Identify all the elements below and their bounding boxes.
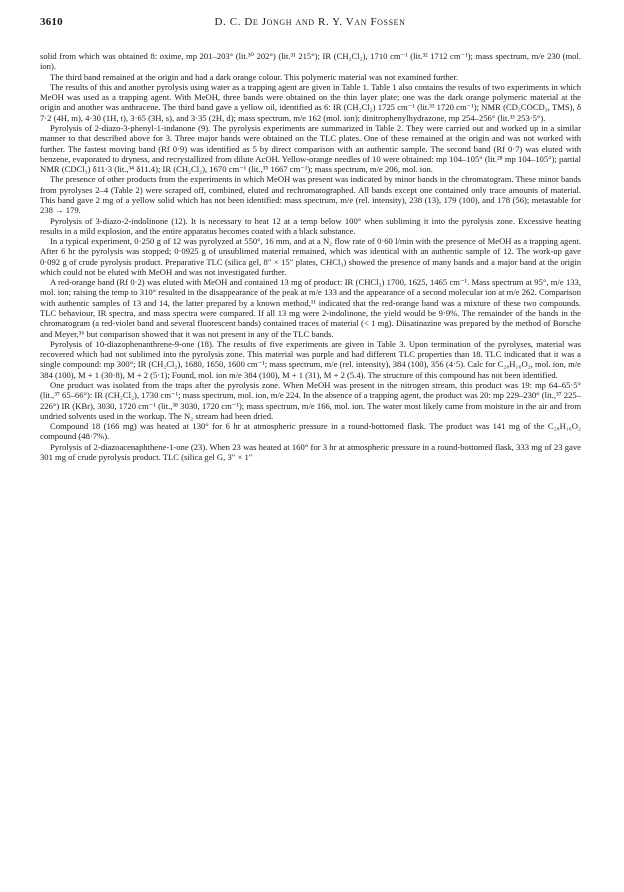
paragraph: The results of this and another pyrolysis using water as a trapping agent are given in Table 1. Table 1 also contains the results of two experiments in which MeOH was used as a trapping agent. With MeOH, three bands were obtained on the thin layer plate; one was the dark orange polymeric material at the origin and another was anthracene. The third band gave a yellow oil, identified as 6: IR (CH₂Cl₂) 1725 cm⁻¹ (lit.³³ 1720 cm⁻¹); NMR (CD₃COCD₃, TMS), δ 7·2 (4H, m), 4·30 (1H, t), 3·65 (3H, s), and 3·35 (2H, d); mass spectrum, m/e 162 (mol. ion); dinitrophenylhydrazone, mp 254–256° (lit.³³ 253·5°). — [40, 81, 581, 123]
running-head: D. C. De Jongh and R. Y. Van Fossen — [214, 16, 406, 28]
page-number: 3610 — [40, 16, 63, 28]
paragraph: Pyrolysis of 10-diazophenanthrene-9-one (18). The results of five experiments are given in Table 3. Upon termination of the pyrolyses, material was recovered which had not sublimed into the pyrolysis zone. This material was purple and had different TLC properties than 18. TLC indicated that it was a single compound: mp 300°; IR (CH₂Cl₂), 1680, 1650, 1600 cm⁻¹; mass spectrum, m/e (rel. intensity), 384 (100), 356 (4·5). Calc for C₂₈H₁₆O₂, mol. ion, m/e 384 (100), M + 1 (30·8), M + 2 (5·1); Found, mol. ion m/e 384 (100), M + 1 (31), M + 2 (5.4). The structure of this compound has not been identified. — [40, 338, 581, 380]
paragraph: Pyrolysis of 2-diazo-3-phenyl-1-indanone (9). The pyrolysis experiments are summarized in Table 2. They were carried out and worked up in a similar manner to that described above for 3. Three major bands were obtained on the TLC plates. One of these remained at the origin and was not worked with further. The fastest moving band (Rf 0·9) was identified as 5 by direct comparison with an authentic sample. The second band (Rf 0·7) was eluted with benzene, evaporated to dryness, and recrystallized from dilute AcOH. Yellow-orange needles of 10 were obtained: mp 104–105° (lit.²⁸ mp 104–105°); partial NMR (CDCl₃) δ11·3 (lit.,³⁴ δ11.4); IR (CH₂Cl₂), 1670 cm⁻¹ (lit.,³⁵ 1667 cm⁻¹); mass spectrum, m/e 206, mol. ion. — [40, 122, 581, 175]
body-text — [40, 51, 581, 462]
paragraph: In a typical experiment, 0·250 g of 12 was pyrolyzed at 550°, 16 mm, and at a N₂ flow rate of 0·60 l/min with the presence of MeOH as a trapping agent. After 6 hr the pyrolysis was stopped; 0·0925 g of unsublimed material remained, which was identical with an authentic sample of 12. The work-up gave 0·092 g of crude pyrolysis product. Preparative TLC (silica gel, 8″ × 15″ plates, CHCl₃) showed the presence of many bands and a major band at the origin which could not be eluted with MeOH and was not investigated further. — [40, 236, 581, 277]
paragraph: Pyrolysis of 2-diazoacenaphthene-1-one (23). When 23 was heated at 160° for 3 hr at atmospheric pressure in a round-bottomed flask, 333 mg of 23 gave 301 mg of crude pyrolysis product. TLC (silica gel G, 3″ × 1″ — [40, 441, 581, 462]
paragraph: Compound 18 (166 mg) was heated at 130° for 6 hr at atmospheric pressure in a round-bottomed flask. The product was 141 mg of the C₂₈H₁₆O₂ compound (48·7%). — [40, 421, 581, 442]
paragraph: The presence of other products from the experiments in which MeOH was present was indicated by minor bands in the chromatogram. These minor bands from pyrolyses 2–4 (Table 2) were scraped off, combined, eluted and rechromatographed. All bands except one contained only trace amounts of material. This band gave 2 mg of a yellow solid which has not been identified: mass spectrum, m/e (rel. intensity), 238 (13), 179 (100), and 178 (56); metastable for 238 → 179. — [40, 174, 581, 216]
paragraph: One product was isolated from the traps after the pyrolysis zone. When MeOH was present in the nitrogen stream, this product was 19: mp 64–65·5° (lit.,³⁷ 65–66°): IR (CH₂Cl₂), 1730 cm⁻¹; mass spectrum, mol. ion, m/e 224. In the absence of a trapping agent, the product was 20: mp 229–230° (lit.,³⁷ 225–226°) IR (KBr), 3030, 1720 cm⁻¹ (lit.,³⁸ 3030, 1720 cm⁻¹); mass spectrum, m/e 166, mol. ion. The water most likely came from moisture in the air and from undried solvents used in the workup. The N₂ stream had been dried. — [40, 380, 581, 421]
paragraph: Pyrolysis of 3-diazo-2-indolinone (12). It is necessary to heat 12 at a temp below 100° when subliming it into the pyrolysis zone. Excessive heating results in a mild explosion, and the entire apparatus becomes coated with a black substance. — [40, 215, 581, 236]
page-header — [40, 16, 580, 32]
paragraph: A red-orange band (Rf 0·2) was eluted with MeOH and contained 13 mg of product: IR (CHCl₃) 1700, 1625, 1465 cm⁻¹. Mass spectrum at 95°, m/e 133, mol. ion; raising the temp to 310° resulted in the disappearance of the peak at m/e 133 and the appearance of a second molecular ion at m/e 262. Comparison with authentic samples of 13 and 14, the latter prepared by a known method,¹¹ indicated that the red-orange band was a mixture of these two compounds. TLC behaviour, IR spectra, and mass spectra were compared. If all 13 mg were 2-indolinone, the yield would be 9·9%. The remainder of the bands in the chromatogram (a red-violet band and several fluorescent bands) contained traces of material (< 1 mg). Diisatinazine was prepared by the method of Borsche and Meyer,³⁶ but comparison showed that it was not present in any of the TLC bands. — [40, 277, 581, 339]
paragraph: The third band remained at the origin and had a dark orange colour. This polymeric material was not examined further. — [50, 71, 459, 82]
paragraph: solid from which was obtained 8: oxime, mp 201–203° (lit.³⁰ 202°) (lit.³¹ 215°); IR (CH₂Cl₂), 1710 cm⁻¹ (lit.³² 1712 cm⁻¹); mass spectrum, m/e 230 (mol. ion). — [40, 51, 581, 72]
